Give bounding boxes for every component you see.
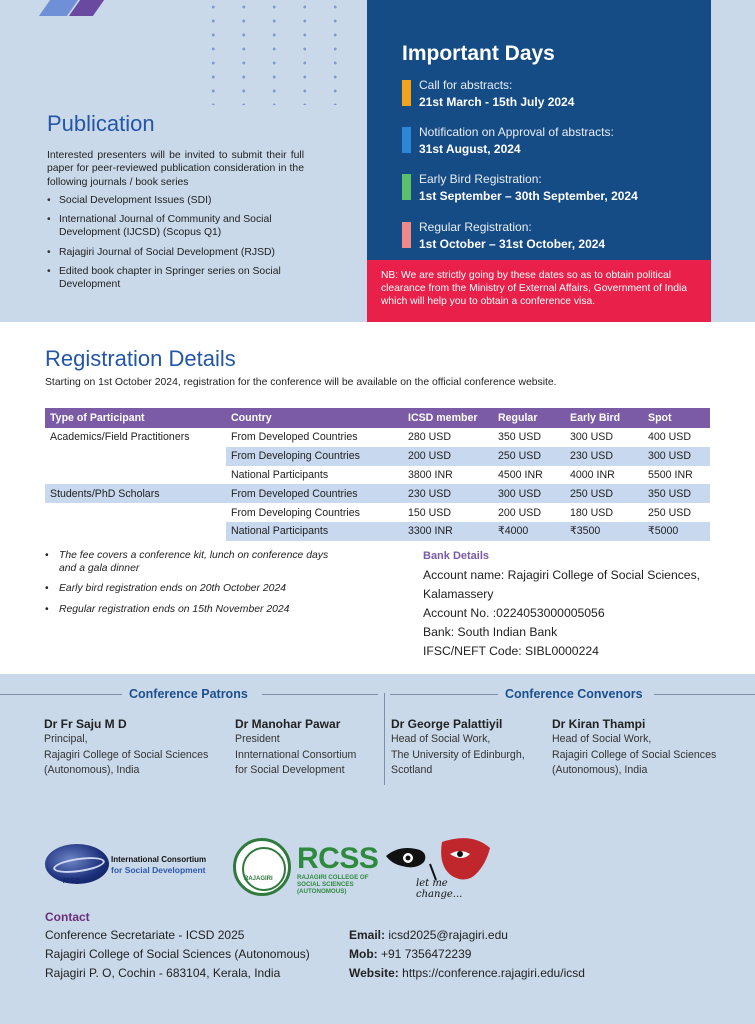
decorative-dot-grid <box>198 0 338 105</box>
list-item: • International Journal of Community and Social Development (IJCSD) (Scopus Q1) <box>47 213 309 239</box>
bank-line: Account No. :0224053000005056 <box>423 606 605 620</box>
date-label: Early Bird Registration: <box>419 172 542 186</box>
globe-icon <box>45 844 109 884</box>
column-header: Country <box>226 408 403 428</box>
table-header-row <box>45 408 710 428</box>
divider <box>384 693 385 785</box>
convenor-card <box>391 716 549 779</box>
column-header: Spot <box>643 408 710 428</box>
contact-email <box>349 928 508 942</box>
let-me-change-logo <box>380 834 495 898</box>
table-cell: 200 USD <box>403 447 493 466</box>
list-item: • Edited book chapter in Springer series on Social Development <box>47 265 309 291</box>
person-detail: Rajagiri College of Social Sciences <box>552 748 717 761</box>
fee-table <box>45 408 710 541</box>
list-item: • Social Development Issues (SDI) <box>47 194 309 207</box>
important-days-title: Important Days <box>402 42 555 65</box>
logo-abbr: ICSD <box>63 878 80 885</box>
table-row <box>45 522 710 541</box>
table-cell: 300 USD <box>493 484 565 503</box>
contact-title: Contact <box>45 910 90 924</box>
website-label: Website: <box>349 966 399 980</box>
person-detail: Scotland <box>391 764 433 776</box>
column-header: ICSD member <box>403 408 493 428</box>
table-cell <box>45 522 226 541</box>
bank-line: Account name: Rajagiri College of Social Sciences, Kalamassery <box>423 568 701 601</box>
list-item: • Early bird registration ends on 20th October 2024 <box>45 583 335 596</box>
column-header: Type of Participant <box>45 408 226 428</box>
bank-line: IFSC/NEFT Code: SIBL0000224 <box>423 644 599 658</box>
date-value: 1st September – 30th September, 2024 <box>419 189 638 203</box>
date-color-bar <box>402 80 411 106</box>
contact-mobile <box>349 947 471 961</box>
divider <box>390 694 498 695</box>
rajagiri-seal-icon <box>233 838 291 896</box>
contact-line: Conference Secretariate - ICSD 2025 <box>45 928 245 942</box>
date-color-bar <box>402 222 411 248</box>
table-cell: 230 USD <box>403 484 493 503</box>
rcss-logo: RCSS <box>297 842 379 875</box>
registration-section <box>0 322 755 674</box>
column-header: Early Bird <box>565 408 643 428</box>
list-item: • The fee covers a conference kit, lunch on conference days and a gala dinner <box>45 550 335 575</box>
table-cell: 250 USD <box>648 506 691 519</box>
table-cell: National Participants <box>226 522 403 541</box>
table-row <box>45 428 710 447</box>
table-cell: ₹4000 <box>493 522 565 541</box>
date-item <box>402 78 702 112</box>
registration-intro: Starting on 1st October 2024, registration for the conference will be available on the official conference website. <box>45 377 557 388</box>
list-item: • Regular registration ends on 15th November 2024 <box>45 604 335 617</box>
person-name: Dr Fr Saju M D <box>44 717 127 731</box>
table-cell: 3300 INR <box>403 522 493 541</box>
person-detail: President <box>235 733 280 745</box>
person-detail: Principal, <box>44 733 88 745</box>
table-cell: 150 USD <box>408 506 451 519</box>
date-value: 21st March - 15th July 2024 <box>419 95 575 109</box>
table-cell: From Developed Countries <box>231 431 358 444</box>
date-item <box>402 125 702 159</box>
table-cell: 250 USD <box>565 484 643 503</box>
convenor-card <box>552 716 752 779</box>
table-cell: 280 USD <box>408 431 451 444</box>
table-cell <box>45 466 226 485</box>
person-detail: (Autonomous), India <box>552 764 648 776</box>
visa-note: NB: We are strictly going by these dates so as to obtain political clearance from the Ministry of External Affairs, Government of India which will help you to obtain a conference visa. <box>367 260 711 322</box>
contact-line: Rajagiri College of Social Sciences (Autonomous) <box>45 947 310 961</box>
table-cell: 180 USD <box>570 506 613 519</box>
contact-line: Rajagiri P. O, Cochin - 683104, Kerala, India <box>45 966 281 980</box>
person-detail: The University of Edinburgh, <box>391 748 525 761</box>
table-cell: 3800 INR <box>408 468 453 481</box>
table-row <box>45 447 710 466</box>
table-cell: 350 USD <box>643 484 710 503</box>
top-section <box>0 0 755 322</box>
table-cell: 300 USD <box>643 447 710 466</box>
table-cell: 350 USD <box>498 431 541 444</box>
table-cell <box>45 447 226 466</box>
patrons-convenors-section <box>0 674 755 786</box>
table-cell: 230 USD <box>565 447 643 466</box>
bank-line: Bank: South Indian Bank <box>423 625 558 639</box>
registration-notes <box>45 550 335 624</box>
table-cell: ₹5000 <box>643 522 710 541</box>
date-item <box>402 172 702 206</box>
date-label: Call for abstracts: <box>419 78 513 92</box>
table-row <box>45 466 710 485</box>
person-detail: (Autonomous), India <box>44 764 140 776</box>
person-detail: for Social Development <box>235 764 345 776</box>
table-cell: 4500 INR <box>498 468 543 481</box>
registration-title: Registration Details <box>45 346 236 371</box>
person-name: Dr Kiran Thampi <box>552 717 646 731</box>
table-cell: From Developing Countries <box>231 506 360 519</box>
publication-intro: Interested presenters will be invited to submit their full paper for peer-reviewed publication consideration in the following journals / book series <box>47 150 304 188</box>
table-cell <box>45 503 226 522</box>
divider <box>262 694 378 695</box>
patrons-title: Conference Patrons <box>129 687 248 701</box>
convenors-title: Conference Convenors <box>505 687 643 701</box>
person-detail: Rajagiri College of Social Sciences <box>44 748 209 761</box>
person-name: Dr Manohar Pawar <box>235 717 341 731</box>
contact-website <box>349 966 585 980</box>
publication-list <box>47 194 309 297</box>
date-color-bar <box>402 174 411 200</box>
publication-title: Publication <box>47 111 155 136</box>
date-label: Notification on Approval of abstracts: <box>419 125 614 139</box>
date-item <box>402 220 702 254</box>
bank-details <box>423 550 723 661</box>
date-label: Regular Registration: <box>419 220 532 234</box>
logo-text: for Social Development <box>111 865 206 875</box>
table-cell: 400 USD <box>648 431 691 444</box>
divider <box>0 694 122 695</box>
icsd-logo <box>45 842 225 888</box>
date-value: 31st August, 2024 <box>419 142 521 156</box>
email-link[interactable]: icsd2025@rajagiri.edu <box>388 928 508 942</box>
divider <box>654 694 755 695</box>
logo-tagline: let me change... <box>416 878 463 900</box>
logo-text: International Consortium <box>111 855 207 864</box>
date-color-bar <box>402 127 411 153</box>
table-cell: Academics/Field Practitioners <box>45 428 226 447</box>
table-row <box>45 484 710 503</box>
table-cell: From Developing Countries <box>226 447 403 466</box>
list-item: • Rajagiri Journal of Social Development (RJSD) <box>47 246 309 259</box>
mobile-number[interactable]: +91 7356472239 <box>381 947 472 961</box>
table-row <box>45 503 710 522</box>
rcss-logo-subtitle: RAJAGIRI COLLEGE OF SOCIAL SCIENCES (AUTONOMOUS) <box>297 874 369 895</box>
patron-card <box>235 716 380 779</box>
table-cell: National Participants <box>231 468 329 481</box>
website-link[interactable]: https://conference.rajagiri.edu/icsd <box>402 966 585 980</box>
table-cell: Students/PhD Scholars <box>45 484 226 503</box>
table-cell: 250 USD <box>493 447 565 466</box>
person-detail: Head of Social Work, <box>391 733 491 745</box>
table-cell: ₹3500 <box>565 522 643 541</box>
date-value: 1st October – 31st October, 2024 <box>419 237 606 251</box>
important-days-panel <box>367 0 711 260</box>
patron-card <box>44 716 244 779</box>
mobile-label: Mob: <box>349 947 378 961</box>
email-label: Email: <box>349 928 386 942</box>
bank-details-title: Bank Details <box>423 550 490 562</box>
column-header: Regular <box>493 408 565 428</box>
table-cell: 4000 INR <box>570 468 615 481</box>
table-cell: 5500 INR <box>648 468 693 481</box>
footer-section <box>0 786 755 1024</box>
person-name: Dr George Palattiyil <box>391 717 503 731</box>
table-cell: From Developed Countries <box>226 484 403 503</box>
table-cell: 300 USD <box>570 431 613 444</box>
seal-text: RAJAGIRI <box>244 876 273 882</box>
table-cell: 200 USD <box>498 506 541 519</box>
person-detail: Innternational Consortium <box>235 748 357 761</box>
person-detail: Head of Social Work, <box>552 733 652 745</box>
